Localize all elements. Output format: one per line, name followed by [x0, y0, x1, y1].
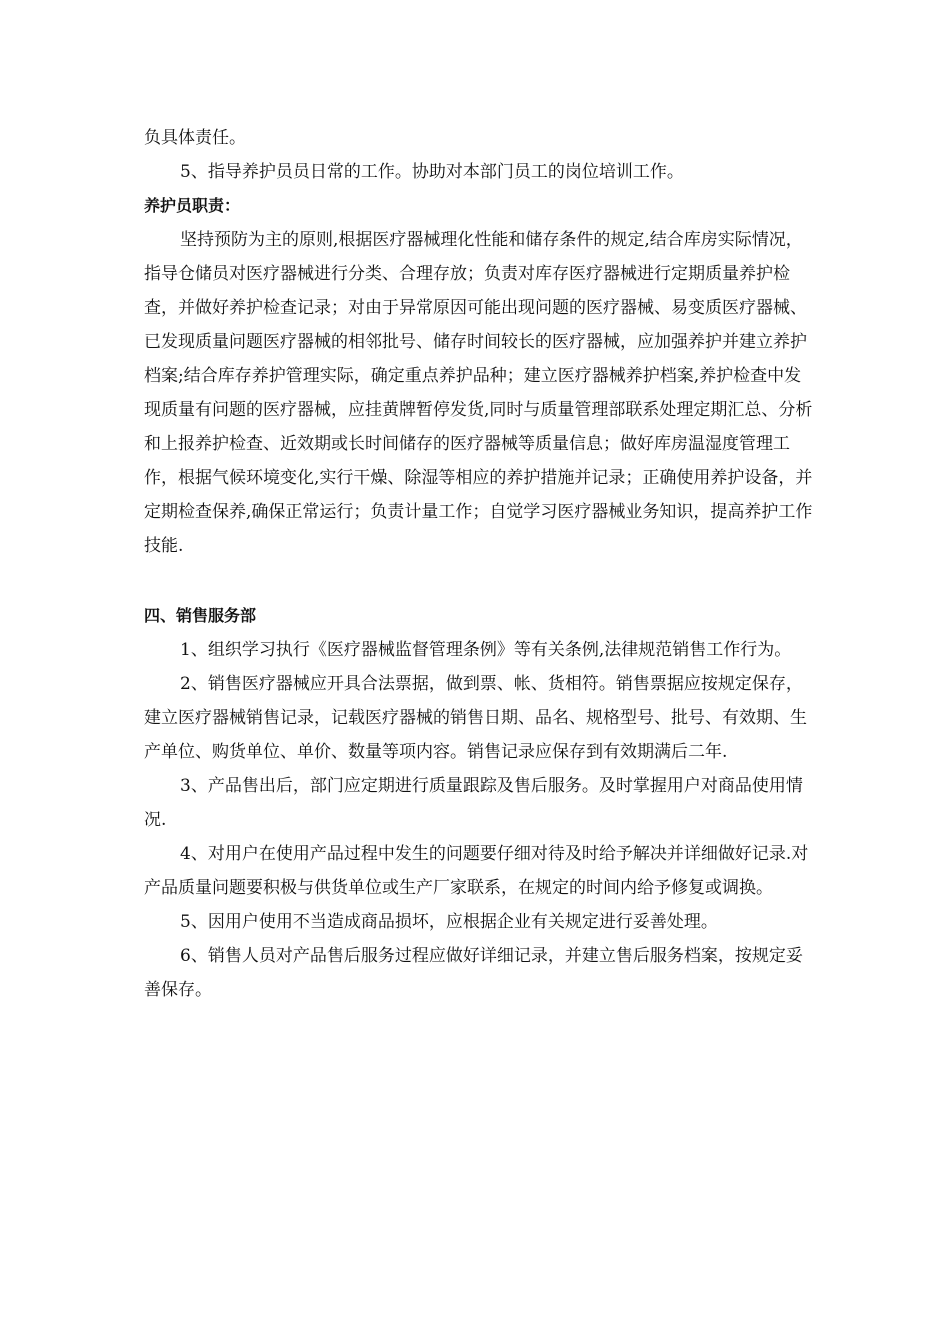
document-body [144, 121, 814, 1007]
sales-item-6: 6、销售人员对产品售后服务过程应做好详细记录，并建立售后服务档案，按规定妥善保存。 [144, 946, 803, 1000]
sales-item-2: 2、销售医疗器械应开具合法票据，做到票、帐、货相符。销售票据应按规定保存，建立医疗器械销售记录，记载医疗器械的销售日期、品名、规格型号、批号、有效期、生产单位、购货单位、单价、数量等项内容。销售记录应保存到有效期满后二年. [144, 674, 807, 762]
paragraph-maintenance-duties: 坚持预防为主的原则,根据医疗器械理化性能和储存条件的规定,结合库房实际情况，指导仓储员对医疗器械进行分类、合理存放；负责对库存医疗器械进行定期质量养护检查，并做好养护检查记录；对由于异常原因可能出现问题的医疗器械、易变质医疗器械、已发现质量问题医疗器械的相邻批号、储存时间较长的医疗器械，应加强养护并建立养护档案;结合库存养护管理实际，确定重点养护品种；建立医疗器械养护档案,养护检查中发现质量有问题的医疗器械，应挂黄牌暂停发货,同时与质量管理部联系处理定期汇总、分析和上报养护检查、近效期或长时间储存的医疗器械等质量信息；做好库房温湿度管理工作，根据气候环境变化,实行干燥、除湿等相应的养护措施并记录；正确使用养护设备，并定期检查保养,确保正常运行；负责计量工作；自觉学习医疗器械业务知识，提高养护工作技能. [144, 230, 813, 556]
sales-item-1: 1、组织学习执行《医疗器械监督管理条例》等有关条例,法律规范销售工作行为。 [180, 640, 792, 660]
sales-item-5: 5、因用户使用不当造成商品损坏，应根据企业有关规定进行妥善处理。 [180, 912, 718, 932]
sales-item-4: 4、对用户在使用产品过程中发生的问题要仔细对待及时给予解决并详细做好记录.对产品质量问题要积极与供货单位或生产厂家联系，在规定的时间内给予修复或调换。 [144, 844, 809, 898]
section-heading-maintenance: 养护员职责： [144, 196, 241, 215]
sales-item-3: 3、产品售出后，部门应定期进行质量跟踪及售后服务。及时掌握用户对商品使用情况. [144, 776, 803, 830]
section-gap [144, 563, 814, 599]
paragraph-item-5-guidance: 5、指导养护员员日常的工作。协助对本部门员工的岗位培训工作。 [180, 162, 684, 182]
section-heading-sales: 四、销售服务部 [144, 606, 257, 625]
paragraph-continuation: 负具体责任。 [144, 128, 246, 148]
